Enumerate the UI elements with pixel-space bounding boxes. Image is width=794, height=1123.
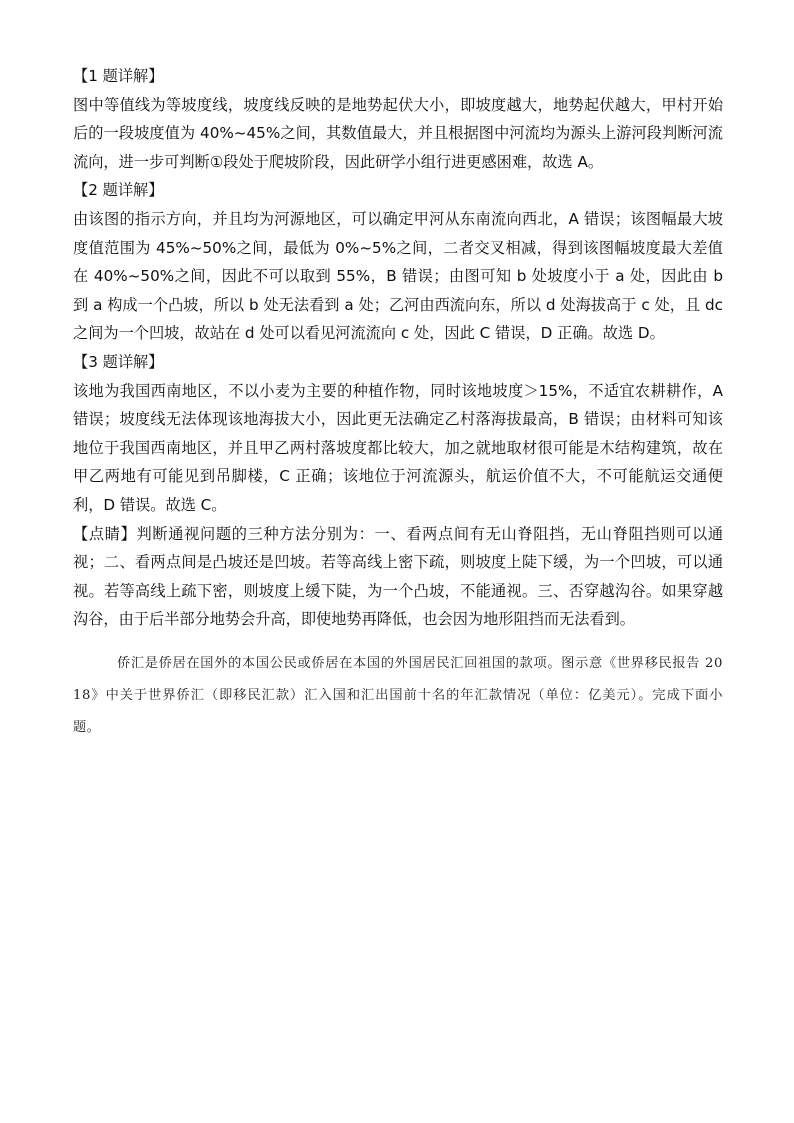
question-2-heading: 【2 题详解】: [73, 181, 164, 200]
question-1-heading: 【1 题详解】: [73, 67, 164, 85]
key-point-heading: 【点睛】: [73, 524, 137, 543]
question-2-explanation: 由该图的指示方向，并且均为河源地区，可以确定甲河从东南流向西北，A 错误；该图幅最大坡度值范围为 45%~50%之间，最低为 0%~5%之间，二者交叉相减，得到该图幅坡度最大差值在 40%~50%之间，因此不可以取到 55%，B 错误；由图可知 b 处坡度小于 a 处，因此由 b 到 a 构成一个凸坡，所以 b 处无法看到 a 处；乙河由西流向东，所以 d 处海拔高于 c 处，且 dc 之间为一个凹坡，故站在 d 处可以看见河流流向 c 处，因此 C 错误，D 正确。故选 D。: [73, 209, 723, 343]
question-3-explanation: 该地为我国西南地区，不以小麦为主要的种植作物，同时该地坡度＞15%，不适宜农耕耕作，A 错误；坡度线无法体现该地海拔大小，因此更无法确定乙村落海拔最高，B 错误；由材料可知该地位于我国西南地区，并且甲乙两村落坡度都比较大，加之就地取材很可能是木结构建筑，故在甲乙两地有可能见到吊脚楼，C 正确；该地位于河流源头，航运价值不大，不可能航运交通便利，D 错误。故选 C。: [73, 381, 723, 514]
key-point-paragraph: [73, 520, 723, 634]
remittance-intro-note: 侨汇是侨居在国外的本国公民或侨居在本国的外国居民汇回祖国的款项。图示意《世界移民报告 2018》中关于世界侨汇（即移民汇款）汇入国和汇出国前十名的年汇款情况（单位：亿美元）。完成下面小题。: [73, 655, 723, 735]
document-body: [73, 62, 723, 744]
question-3-heading: 【3 题详解】: [73, 352, 164, 371]
key-point-text: 判断通视问题的三种方法分别为：一、看两点间有无山脊阻挡，无山脊阻挡则可以通视；二、看两点间是凸坡还是凹坡。若等高线上密下疏，则坡度上陡下缓，为一个凹坡，可以通视。若等高线上疏下密，则坡度上缓下陡，为一个凸坡，不能通视。三、否穿越沟谷。如果穿越沟谷，由于后半部分地势会升高，即使地势再降低，也会因为地形阻挡而无法看到。: [73, 524, 724, 629]
question-1-explanation: 图中等值线为等坡度线，坡度线反映的是地势起伏大小，即坡度越大，地势起伏越大，甲村开始后的一段坡度值为 40%~45%之间，其数值最大，并且根据图中河流均为源头上游河段判断河流流向，进一步可判断①段处于爬坡阶段，因此研学小组行进更感困难，故选 A。: [73, 95, 723, 171]
